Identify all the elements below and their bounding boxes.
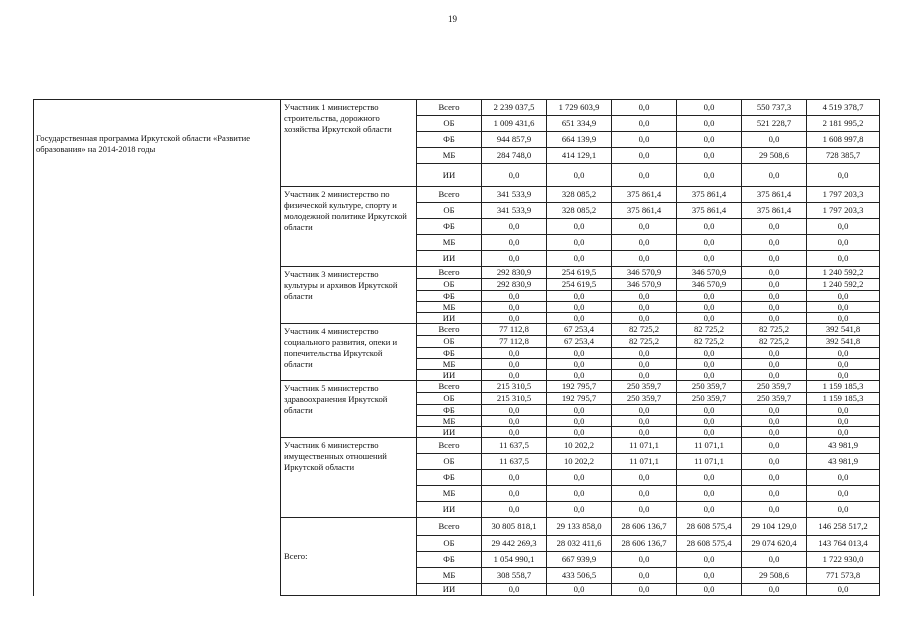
participant-name: Участник 2 министерство по физической культуре, спорту и молодежной политике Иркутской области <box>281 187 417 267</box>
funding-source: ИИ <box>417 370 482 381</box>
amount-cell: 0,0 <box>807 502 880 518</box>
amount-cell: 0,0 <box>677 502 742 518</box>
amount-cell: 0,0 <box>482 219 547 235</box>
amount-cell: 215 310,5 <box>482 393 547 405</box>
amount-cell: 28 608 575,4 <box>677 536 742 552</box>
amount-cell: 192 795,7 <box>547 393 612 405</box>
amount-cell: 30 805 818,1 <box>482 518 547 536</box>
amount-cell: 0,0 <box>742 359 807 370</box>
amount-cell: 0,0 <box>547 348 612 359</box>
funding-source: ИИ <box>417 502 482 518</box>
amount-cell: 0,0 <box>677 486 742 502</box>
amount-cell: 0,0 <box>612 291 677 302</box>
funding-source: ОБ <box>417 336 482 348</box>
amount-cell: 254 619,5 <box>547 267 612 279</box>
program-title: Государственная программа Иркутской области «Развитие образования» на 2014-2018 годы <box>34 100 281 518</box>
amount-cell: 1 054 990,1 <box>482 552 547 568</box>
amount-cell: 250 359,7 <box>677 381 742 393</box>
amount-cell: 0,0 <box>742 164 807 187</box>
amount-cell: 0,0 <box>482 502 547 518</box>
amount-cell: 28 032 411,6 <box>547 536 612 552</box>
amount-cell: 0,0 <box>807 313 880 324</box>
amount-cell: 0,0 <box>807 416 880 427</box>
amount-cell: 0,0 <box>482 235 547 251</box>
empty-cell <box>34 518 281 596</box>
amount-cell: 1 797 203,3 <box>807 203 880 219</box>
amount-cell: 292 830,9 <box>482 267 547 279</box>
amount-cell: 1 009 431,6 <box>482 116 547 132</box>
page-number: 19 <box>448 14 457 24</box>
amount-cell: 521 228,7 <box>742 116 807 132</box>
amount-cell: 1 729 603,9 <box>547 100 612 116</box>
funding-source: Всего <box>417 267 482 279</box>
amount-cell: 0,0 <box>807 219 880 235</box>
amount-cell: 728 385,7 <box>807 148 880 164</box>
amount-cell: 82 725,2 <box>612 324 677 336</box>
amount-cell: 0,0 <box>547 502 612 518</box>
funding-source: ФБ <box>417 470 482 486</box>
amount-cell: 0,0 <box>612 427 677 438</box>
amount-cell: 375 861,4 <box>677 187 742 203</box>
amount-cell: 0,0 <box>612 219 677 235</box>
amount-cell: 11 071,1 <box>612 438 677 454</box>
amount-cell: 0,0 <box>612 116 677 132</box>
amount-cell: 346 570,9 <box>677 279 742 291</box>
funding-source: Всего <box>417 381 482 393</box>
amount-cell: 0,0 <box>807 470 880 486</box>
amount-cell: 28 606 136,7 <box>612 518 677 536</box>
amount-cell: 0,0 <box>482 427 547 438</box>
funding-source: ОБ <box>417 116 482 132</box>
amount-cell: 254 619,5 <box>547 279 612 291</box>
amount-cell: 0,0 <box>677 348 742 359</box>
amount-cell: 1 240 592,2 <box>807 267 880 279</box>
amount-cell: 0,0 <box>547 584 612 596</box>
amount-cell: 944 857,9 <box>482 132 547 148</box>
amount-cell: 0,0 <box>807 251 880 267</box>
amount-cell: 11 071,1 <box>612 454 677 470</box>
funding-source: МБ <box>417 235 482 251</box>
amount-cell: 0,0 <box>742 438 807 454</box>
amount-cell: 29 508,6 <box>742 568 807 584</box>
funding-source: ИИ <box>417 251 482 267</box>
funding-source: Всего <box>417 324 482 336</box>
amount-cell: 0,0 <box>807 405 880 416</box>
amount-cell: 0,0 <box>547 219 612 235</box>
funding-source: ФБ <box>417 348 482 359</box>
amount-cell: 0,0 <box>742 454 807 470</box>
amount-cell: 0,0 <box>612 552 677 568</box>
funding-source: МБ <box>417 359 482 370</box>
amount-cell: 0,0 <box>677 251 742 267</box>
amount-cell: 0,0 <box>742 219 807 235</box>
funding-source: Всего <box>417 100 482 116</box>
amount-cell: 0,0 <box>807 291 880 302</box>
amount-cell: 250 359,7 <box>612 381 677 393</box>
amount-cell: 0,0 <box>612 100 677 116</box>
amount-cell: 0,0 <box>547 416 612 427</box>
amount-cell: 0,0 <box>482 251 547 267</box>
amount-cell: 0,0 <box>742 348 807 359</box>
amount-cell: 10 202,2 <box>547 438 612 454</box>
amount-cell: 0,0 <box>482 348 547 359</box>
amount-cell: 0,0 <box>677 291 742 302</box>
amount-cell: 0,0 <box>742 267 807 279</box>
amount-cell: 10 202,2 <box>547 454 612 470</box>
amount-cell: 0,0 <box>742 279 807 291</box>
amount-cell: 0,0 <box>547 251 612 267</box>
amount-cell: 0,0 <box>742 552 807 568</box>
amount-cell: 1 159 185,3 <box>807 393 880 405</box>
amount-cell: 1 240 592,2 <box>807 279 880 291</box>
funding-source: МБ <box>417 302 482 313</box>
amount-cell: 0,0 <box>612 486 677 502</box>
amount-cell: 0,0 <box>742 251 807 267</box>
funding-source: ФБ <box>417 552 482 568</box>
amount-cell: 11 637,5 <box>482 438 547 454</box>
amount-cell: 0,0 <box>482 370 547 381</box>
amount-cell: 392 541,8 <box>807 336 880 348</box>
amount-cell: 0,0 <box>612 132 677 148</box>
amount-cell: 1 797 203,3 <box>807 187 880 203</box>
amount-cell: 82 725,2 <box>612 336 677 348</box>
amount-cell: 0,0 <box>807 370 880 381</box>
amount-cell: 0,0 <box>612 251 677 267</box>
amount-cell: 29 104 129,0 <box>742 518 807 536</box>
amount-cell: 29 133 858,0 <box>547 518 612 536</box>
amount-cell: 0,0 <box>547 313 612 324</box>
amount-cell: 0,0 <box>612 302 677 313</box>
amount-cell: 143 764 013,4 <box>807 536 880 552</box>
funding-source: МБ <box>417 148 482 164</box>
funding-source: ОБ <box>417 454 482 470</box>
amount-cell: 0,0 <box>482 291 547 302</box>
amount-cell: 28 608 575,4 <box>677 518 742 536</box>
amount-cell: 0,0 <box>677 302 742 313</box>
amount-cell: 0,0 <box>677 427 742 438</box>
funding-source: ИИ <box>417 584 482 596</box>
amount-cell: 0,0 <box>612 405 677 416</box>
funding-source: ФБ <box>417 219 482 235</box>
funding-source: МБ <box>417 416 482 427</box>
amount-cell: 771 573,8 <box>807 568 880 584</box>
amount-cell: 0,0 <box>677 132 742 148</box>
amount-cell: 433 506,5 <box>547 568 612 584</box>
amount-cell: 0,0 <box>612 502 677 518</box>
amount-cell: 651 334,9 <box>547 116 612 132</box>
amount-cell: 0,0 <box>547 291 612 302</box>
amount-cell: 0,0 <box>742 302 807 313</box>
amount-cell: 0,0 <box>677 370 742 381</box>
amount-cell: 392 541,8 <box>807 324 880 336</box>
amount-cell: 0,0 <box>482 470 547 486</box>
amount-cell: 0,0 <box>807 584 880 596</box>
amount-cell: 0,0 <box>742 291 807 302</box>
amount-cell: 292 830,9 <box>482 279 547 291</box>
table-row <box>34 100 880 116</box>
amount-cell: 0,0 <box>612 416 677 427</box>
amount-cell: 0,0 <box>807 486 880 502</box>
amount-cell: 0,0 <box>742 405 807 416</box>
funding-source: Всего <box>417 518 482 536</box>
amount-cell: 0,0 <box>742 502 807 518</box>
participant-name: Участник 5 министерство здравоохранения Иркутской области <box>281 381 417 438</box>
amount-cell: 0,0 <box>612 313 677 324</box>
amount-cell: 375 861,4 <box>677 203 742 219</box>
funding-source: ФБ <box>417 132 482 148</box>
amount-cell: 0,0 <box>677 584 742 596</box>
amount-cell: 0,0 <box>742 235 807 251</box>
amount-cell: 28 606 136,7 <box>612 536 677 552</box>
amount-cell: 341 533,9 <box>482 187 547 203</box>
amount-cell: 0,0 <box>677 416 742 427</box>
amount-cell: 0,0 <box>742 370 807 381</box>
funding-source: ОБ <box>417 393 482 405</box>
amount-cell: 0,0 <box>612 164 677 187</box>
amount-cell: 0,0 <box>482 164 547 187</box>
amount-cell: 0,0 <box>547 470 612 486</box>
funding-source: ФБ <box>417 405 482 416</box>
amount-cell: 82 725,2 <box>742 336 807 348</box>
amount-cell: 0,0 <box>612 584 677 596</box>
amount-cell: 82 725,2 <box>677 336 742 348</box>
amount-cell: 0,0 <box>742 486 807 502</box>
amount-cell: 328 085,2 <box>547 187 612 203</box>
amount-cell: 346 570,9 <box>612 267 677 279</box>
participant-name: Участник 3 министерство культуры и архивов Иркутской области <box>281 267 417 324</box>
amount-cell: 284 748,0 <box>482 148 547 164</box>
amount-cell: 346 570,9 <box>612 279 677 291</box>
amount-cell: 0,0 <box>742 416 807 427</box>
amount-cell: 0,0 <box>677 405 742 416</box>
amount-cell: 192 795,7 <box>547 381 612 393</box>
amount-cell: 29 508,6 <box>742 148 807 164</box>
amount-cell: 67 253,4 <box>547 336 612 348</box>
amount-cell: 0,0 <box>677 552 742 568</box>
amount-cell: 0,0 <box>677 313 742 324</box>
amount-cell: 43 981,9 <box>807 454 880 470</box>
amount-cell: 82 725,2 <box>742 324 807 336</box>
amount-cell: 0,0 <box>547 486 612 502</box>
amount-cell: 77 112,8 <box>482 324 547 336</box>
participant-name: Участник 4 министерство социального развития, опеки и попечительства Иркутской области <box>281 324 417 381</box>
amount-cell: 0,0 <box>742 584 807 596</box>
amount-cell: 0,0 <box>612 370 677 381</box>
amount-cell: 0,0 <box>547 302 612 313</box>
funding-source: ФБ <box>417 291 482 302</box>
amount-cell: 11 637,5 <box>482 454 547 470</box>
funding-source: ИИ <box>417 164 482 187</box>
amount-cell: 0,0 <box>807 427 880 438</box>
amount-cell: 0,0 <box>807 302 880 313</box>
amount-cell: 0,0 <box>677 359 742 370</box>
amount-cell: 0,0 <box>612 348 677 359</box>
amount-cell: 0,0 <box>807 359 880 370</box>
amount-cell: 11 071,1 <box>677 438 742 454</box>
amount-cell: 250 359,7 <box>612 393 677 405</box>
amount-cell: 0,0 <box>677 219 742 235</box>
table-body <box>34 100 880 596</box>
amount-cell: 0,0 <box>807 164 880 187</box>
amount-cell: 0,0 <box>547 235 612 251</box>
funding-table <box>33 99 880 596</box>
amount-cell: 67 253,4 <box>547 324 612 336</box>
amount-cell: 1 608 997,8 <box>807 132 880 148</box>
amount-cell: 414 129,1 <box>547 148 612 164</box>
amount-cell: 0,0 <box>612 470 677 486</box>
funding-source: МБ <box>417 486 482 502</box>
amount-cell: 1 159 185,3 <box>807 381 880 393</box>
amount-cell: 341 533,9 <box>482 203 547 219</box>
amount-cell: 375 861,4 <box>612 187 677 203</box>
amount-cell: 11 071,1 <box>677 454 742 470</box>
amount-cell: 375 861,4 <box>742 203 807 219</box>
funding-source: Всего <box>417 187 482 203</box>
funding-source: ОБ <box>417 203 482 219</box>
amount-cell: 0,0 <box>612 148 677 164</box>
total-row <box>34 518 880 536</box>
amount-cell: 0,0 <box>612 359 677 370</box>
amount-cell: 0,0 <box>482 302 547 313</box>
amount-cell: 0,0 <box>547 427 612 438</box>
amount-cell: 29 074 620,4 <box>742 536 807 552</box>
amount-cell: 0,0 <box>807 235 880 251</box>
amount-cell: 328 085,2 <box>547 203 612 219</box>
amount-cell: 0,0 <box>482 486 547 502</box>
amount-cell: 0,0 <box>742 313 807 324</box>
amount-cell: 0,0 <box>547 370 612 381</box>
amount-cell: 0,0 <box>547 164 612 187</box>
amount-cell: 346 570,9 <box>677 267 742 279</box>
amount-cell: 0,0 <box>677 235 742 251</box>
amount-cell: 250 359,7 <box>742 381 807 393</box>
amount-cell: 0,0 <box>612 568 677 584</box>
amount-cell: 0,0 <box>677 164 742 187</box>
amount-cell: 0,0 <box>742 470 807 486</box>
participant-name: Участник 6 министерство имущественных отношений Иркутской области <box>281 438 417 518</box>
funding-source: ИИ <box>417 313 482 324</box>
amount-cell: 667 939,9 <box>547 552 612 568</box>
amount-cell: 1 722 930,0 <box>807 552 880 568</box>
amount-cell: 0,0 <box>742 427 807 438</box>
amount-cell: 82 725,2 <box>677 324 742 336</box>
amount-cell: 550 737,3 <box>742 100 807 116</box>
amount-cell: 664 139,9 <box>547 132 612 148</box>
amount-cell: 0,0 <box>547 359 612 370</box>
amount-cell: 0,0 <box>742 132 807 148</box>
amount-cell: 2 181 995,2 <box>807 116 880 132</box>
amount-cell: 375 861,4 <box>742 187 807 203</box>
amount-cell: 0,0 <box>677 116 742 132</box>
participant-name: Участник 1 министерство строительства, дорожного хозяйства Иркутской области <box>281 100 417 187</box>
amount-cell: 43 981,9 <box>807 438 880 454</box>
amount-cell: 0,0 <box>612 235 677 251</box>
total-label: Всего: <box>281 518 417 596</box>
amount-cell: 0,0 <box>482 313 547 324</box>
amount-cell: 0,0 <box>677 148 742 164</box>
amount-cell: 308 558,7 <box>482 568 547 584</box>
amount-cell: 4 519 378,7 <box>807 100 880 116</box>
funding-source: Всего <box>417 438 482 454</box>
amount-cell: 0,0 <box>677 568 742 584</box>
amount-cell: 215 310,5 <box>482 381 547 393</box>
amount-cell: 2 239 037,5 <box>482 100 547 116</box>
amount-cell: 0,0 <box>677 470 742 486</box>
amount-cell: 29 442 269,3 <box>482 536 547 552</box>
amount-cell: 375 861,4 <box>612 203 677 219</box>
funding-source: ИИ <box>417 427 482 438</box>
funding-source: МБ <box>417 568 482 584</box>
funding-source: ОБ <box>417 279 482 291</box>
amount-cell: 77 112,8 <box>482 336 547 348</box>
amount-cell: 250 359,7 <box>742 393 807 405</box>
amount-cell: 0,0 <box>482 416 547 427</box>
amount-cell: 0,0 <box>482 359 547 370</box>
amount-cell: 146 258 517,2 <box>807 518 880 536</box>
amount-cell: 0,0 <box>482 405 547 416</box>
amount-cell: 0,0 <box>482 584 547 596</box>
funding-source: ОБ <box>417 536 482 552</box>
amount-cell: 250 359,7 <box>677 393 742 405</box>
amount-cell: 0,0 <box>677 100 742 116</box>
amount-cell: 0,0 <box>807 348 880 359</box>
amount-cell: 0,0 <box>547 405 612 416</box>
